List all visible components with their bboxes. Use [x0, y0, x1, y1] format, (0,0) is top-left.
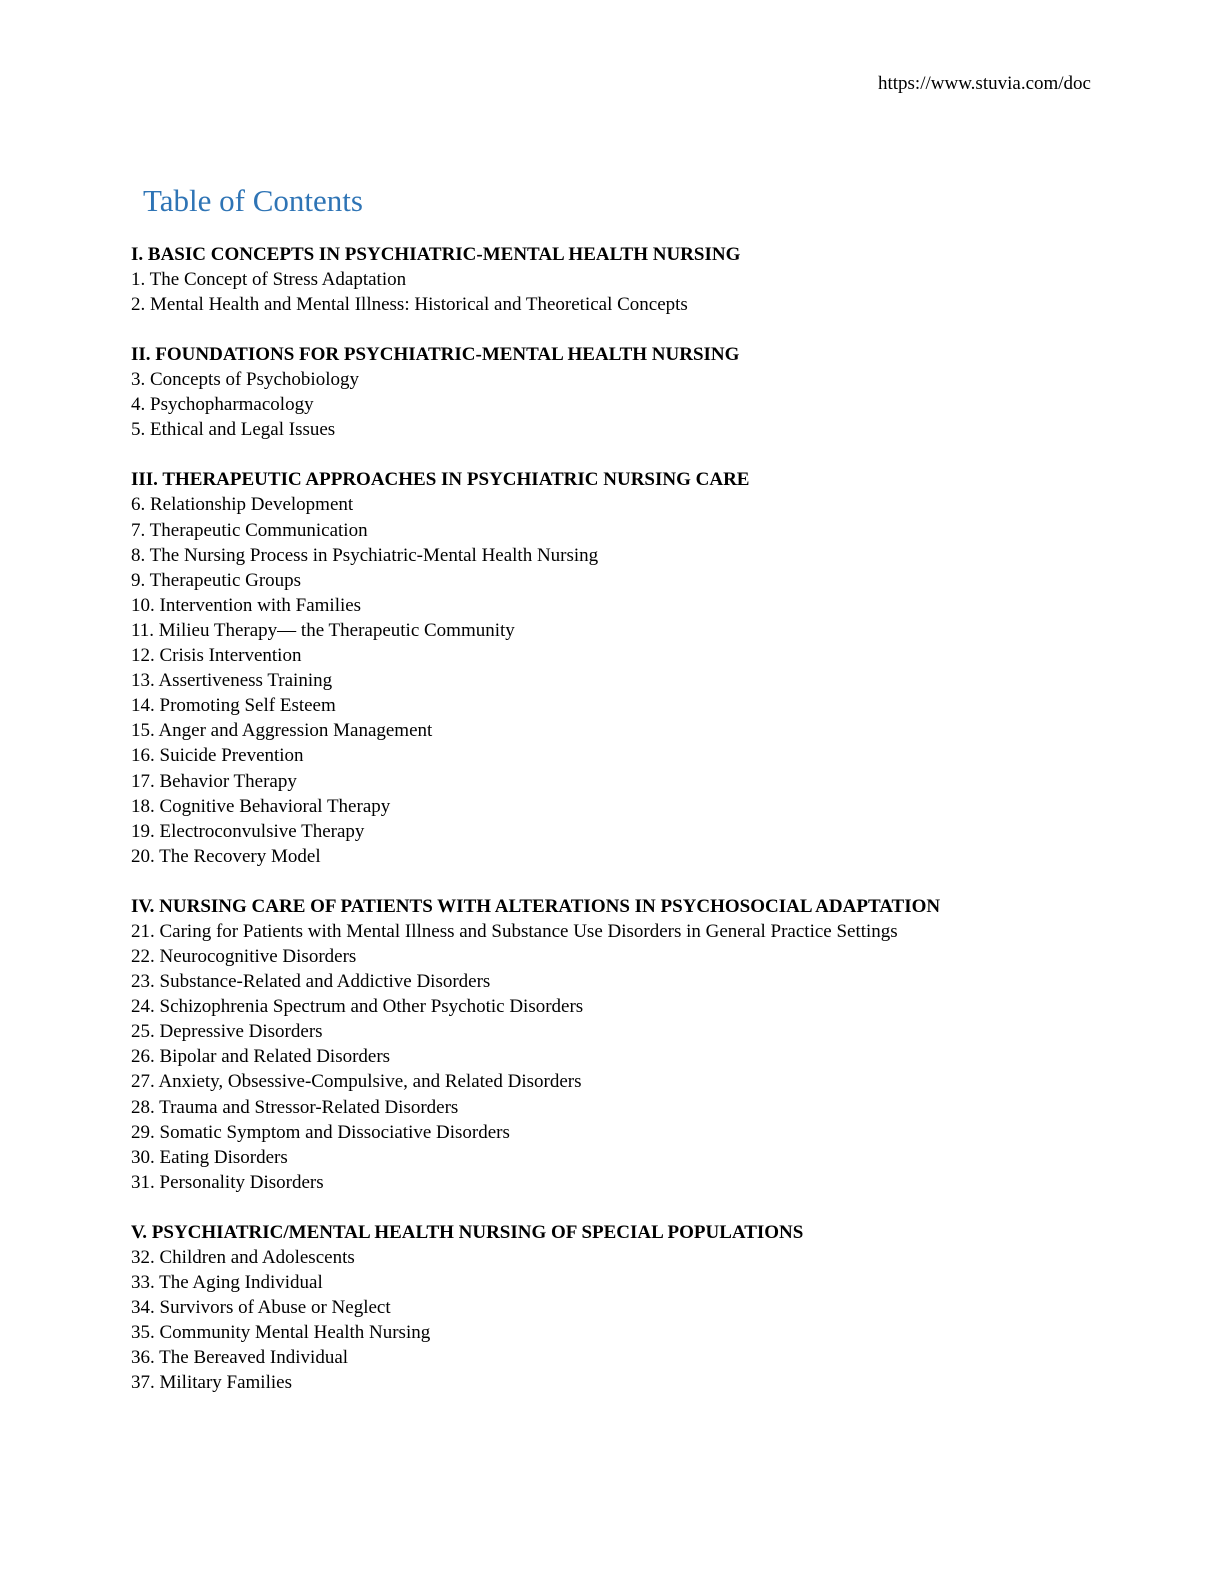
chapter-entry: 28. Trauma and Stressor-Related Disorders: [131, 1096, 459, 1118]
chapter-entry: 22. Neurocognitive Disorders: [131, 945, 357, 967]
chapter-entry: 36. The Bereaved Individual: [131, 1347, 349, 1369]
chapter-entry: 33. The Aging Individual: [131, 1272, 323, 1293]
chapter-list: [131, 267, 1131, 317]
chapter-entry: 9. Therapeutic Groups: [131, 569, 302, 591]
chapter-entry: 2. Mental Health and Mental Illness: Historical and Theoretical Concepts: [131, 294, 688, 316]
chapter-entry: 34. Survivors of Abuse or Neglect: [131, 1297, 391, 1319]
chapter-list: [131, 1245, 1131, 1396]
chapter-entry: 18. Cognitive Behavioral Therapy: [131, 795, 391, 817]
chapter-entry: 31. Personality Disorders: [131, 1171, 324, 1193]
chapter-entry: 4. Psychopharmacology: [131, 394, 314, 416]
toc-section: [131, 242, 1131, 317]
chapter-list: [131, 367, 1131, 442]
section-title: I. BASIC CONCEPTS IN PSYCHIATRIC-MENTAL HEALTH NURSING: [131, 244, 741, 265]
chapter-entry: 24. Schizophrenia Spectrum and Other Psychotic Disorders: [131, 996, 584, 1018]
chapter-entry: 32. Children and Adolescents: [131, 1246, 355, 1268]
chapter-entry: 15. Anger and Aggression Management: [131, 720, 433, 742]
table-of-contents: [131, 242, 1131, 1420]
chapter-entry: 27. Anxiety, Obsessive-Compulsive, and Related Disorders: [131, 1071, 582, 1093]
chapter-entry: 14. Promoting Self Esteem: [131, 695, 336, 717]
chapter-entry: 37. Military Families: [131, 1372, 292, 1394]
chapter-entry: 5. Ethical and Legal Issues: [131, 419, 336, 441]
chapter-entry: 17. Behavior Therapy: [131, 770, 297, 792]
chapter-entry: 6. Relationship Development: [131, 494, 354, 516]
toc-title: Table of Contents: [143, 183, 363, 218]
chapter-entry: 13. Assertiveness Training: [131, 670, 333, 692]
section-title: III. THERAPEUTIC APPROACHES IN PSYCHIATRIC NURSING CARE: [131, 469, 750, 491]
chapter-entry: 25. Depressive Disorders: [131, 1021, 323, 1043]
chapter-entry: 16. Suicide Prevention: [131, 745, 304, 767]
section-title: II. FOUNDATIONS FOR PSYCHIATRIC-MENTAL HEALTH NURSING: [131, 344, 740, 366]
chapter-entry: 35. Community Mental Health Nursing: [131, 1322, 431, 1344]
chapter-entry: 12. Crisis Intervention: [131, 645, 302, 667]
chapter-entry: 7. Therapeutic Communication: [131, 519, 368, 541]
chapter-entry: 8. The Nursing Process in Psychiatric-Mental Health Nursing: [131, 544, 599, 566]
section-title: V. PSYCHIATRIC/MENTAL HEALTH NURSING OF SPECIAL POPULATIONS: [131, 1221, 804, 1243]
chapter-entry: 10. Intervention with Families: [131, 594, 362, 616]
header-url: https://www.stuvia.com/doc: [877, 73, 1091, 94]
chapter-entry: 19. Electroconvulsive Therapy: [131, 820, 365, 842]
section-title: IV. NURSING CARE OF PATIENTS WITH ALTERATIONS IN PSYCHOSOCIAL ADAPTATION: [131, 895, 941, 917]
chapter-list: [131, 492, 1131, 868]
chapter-entry: 3. Concepts of Psychobiology: [131, 369, 359, 391]
toc-section: [131, 342, 1131, 442]
chapter-entry: 20. The Recovery Model: [131, 845, 321, 867]
chapter-entry: 11. Milieu Therapy— the Therapeutic Community: [131, 619, 515, 641]
chapter-entry: 30. Eating Disorders: [131, 1146, 288, 1168]
chapter-entry: 21. Caring for Patients with Mental Illness and Substance Use Disorders in General Practice Settings: [131, 920, 898, 942]
toc-section: [131, 894, 1131, 1195]
chapter-list: [131, 919, 1131, 1195]
chapter-entry: 23. Substance-Related and Addictive Disorders: [131, 971, 491, 993]
chapter-entry: 1. The Concept of Stress Adaptation: [131, 269, 407, 290]
toc-section: [131, 467, 1131, 868]
chapter-entry: 29. Somatic Symptom and Dissociative Disorders: [131, 1121, 510, 1143]
toc-section: [131, 1220, 1131, 1396]
chapter-entry: 26. Bipolar and Related Disorders: [131, 1046, 391, 1068]
